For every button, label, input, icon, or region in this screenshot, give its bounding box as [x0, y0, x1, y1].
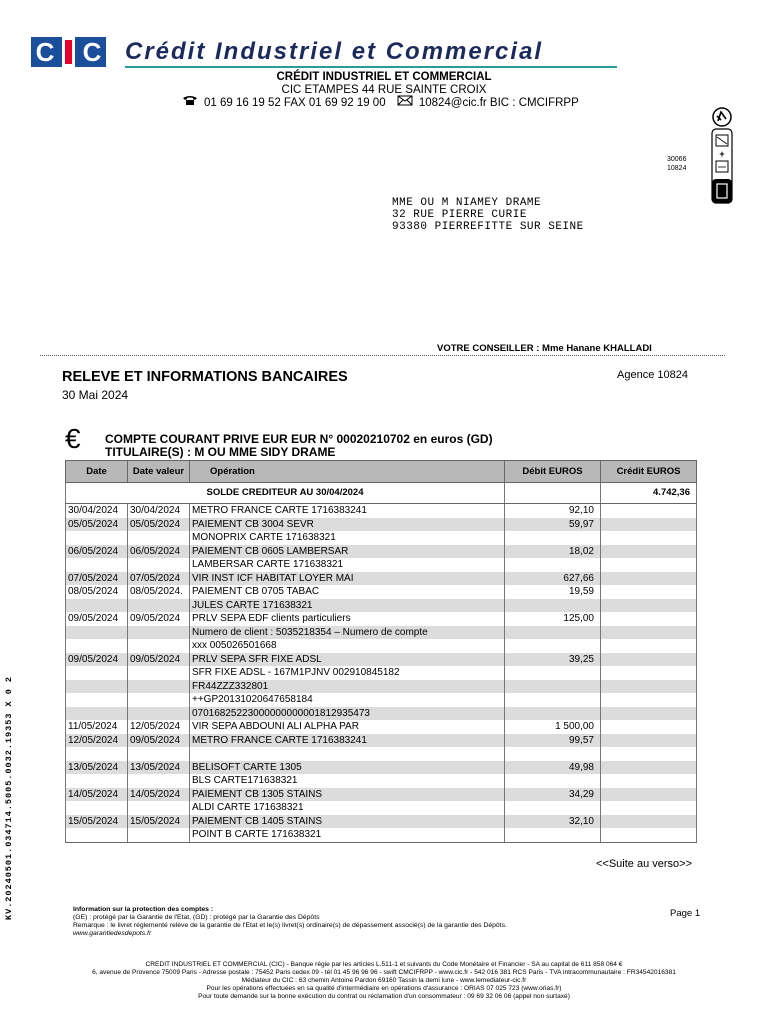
row-operation: SFR FIXE ADSL - 167M1PJNV 002910845182 [190, 666, 505, 680]
row-value-date [128, 774, 190, 788]
protection-line: Remarque : le livret réglementé relève de la garantie de l'Etat et le(s) livret(s) ordinaire(s) de dépassement associé(s) de la garantie des Dépôts. [73, 922, 507, 929]
row-operation: FR44ZZZ332801 [190, 680, 505, 694]
row-operation: METRO FRANCE CARTE 1716383241 [190, 504, 505, 518]
row-value-date: 07/05/2024 [128, 572, 190, 586]
row-operation: Numero de client : 5035218354 – Numero de compte [190, 626, 505, 640]
row-operation: PAIEMENT CB 0605 LAMBERSAR [190, 545, 505, 559]
col-header-debit: Débit EUROS [505, 461, 601, 483]
opening-balance-debit [505, 483, 601, 504]
footer-line: CREDIT INDUSTRIEL ET COMMERCIAL (CIC) - Banque régie par les articles L.511-1 et suivants du Code Monétaire et Financier - SA au capital de 611 858 064 € [145, 961, 623, 968]
row-value-date: 09/05/2024 [128, 734, 190, 748]
row-operation: PAIEMENT CB 1305 STAINS [190, 788, 505, 802]
table-row [66, 639, 697, 653]
bank-wordmark: Crédit Industriel et Commercial [125, 38, 544, 65]
row-value-date [128, 707, 190, 721]
row-date: 15/05/2024 [66, 815, 128, 829]
table-header-row [66, 461, 697, 483]
row-value-date [128, 626, 190, 640]
fax-mail-icon [397, 95, 413, 106]
row-value-date [128, 747, 190, 761]
table-row [66, 761, 697, 775]
svg-text:+: + [719, 149, 725, 159]
row-debit [505, 693, 601, 707]
table-row [66, 734, 697, 748]
row-value-date: 14/05/2024 [128, 788, 190, 802]
row-value-date: 09/05/2024 [128, 612, 190, 626]
account-holders: TITULAIRE(S) : M OU MME SIDY DRAME [105, 445, 336, 459]
row-debit: 18,02 [505, 545, 601, 559]
logo-bar [62, 37, 75, 67]
row-date: 30/04/2024 [66, 504, 128, 518]
row-date [66, 747, 128, 761]
row-value-date [128, 828, 190, 842]
bank-name: CRÉDIT INDUSTRIEL ET COMMERCIAL [276, 71, 492, 83]
logo-letter-right: C [82, 37, 102, 67]
contact-line [182, 95, 579, 109]
row-operation [190, 747, 505, 761]
header-rule [125, 66, 617, 68]
cic-logo [31, 37, 106, 67]
row-credit [601, 828, 697, 842]
table-row [66, 788, 697, 802]
row-credit [601, 761, 697, 775]
row-date: 07/05/2024 [66, 572, 128, 586]
row-operation: BELISOFT CARTE 1305 [190, 761, 505, 775]
row-credit [601, 504, 697, 518]
row-debit [505, 639, 601, 653]
col-header-value-date: Date valeur [128, 461, 190, 483]
row-credit [601, 788, 697, 802]
row-credit [601, 626, 697, 640]
account-title: COMPTE COURANT PRIVE EUR EUR N° 00020210702 en euros (GD) [105, 432, 493, 446]
table-row [66, 572, 697, 586]
row-date [66, 666, 128, 680]
table-row [66, 680, 697, 694]
row-credit [601, 572, 697, 586]
row-debit: 49,98 [505, 761, 601, 775]
row-operation: VIR INST ICF HABITAT LOYER MAI [190, 572, 505, 586]
page-number: Page 1 [670, 908, 701, 919]
row-operation: MONOPRIX CARTE 171638321 [190, 531, 505, 545]
row-credit [601, 801, 697, 815]
row-date: 12/05/2024 [66, 734, 128, 748]
row-operation: JULES CARTE 171638321 [190, 599, 505, 613]
row-debit [505, 531, 601, 545]
euro-icon: € [65, 423, 81, 454]
row-value-date [128, 666, 190, 680]
table-row [66, 653, 697, 667]
row-debit [505, 747, 601, 761]
table-row [66, 707, 697, 721]
bank-branch: CIC ETAMPES 44 RUE SAINTE CROIX [281, 84, 487, 96]
row-value-date: 30/04/2024 [128, 504, 190, 518]
row-date [66, 774, 128, 788]
table-row [66, 545, 697, 559]
row-credit [601, 558, 697, 572]
deposit-protection-info [73, 906, 507, 938]
row-date [66, 828, 128, 842]
table-row [66, 693, 697, 707]
dotted-divider [40, 355, 725, 356]
row-operation: PRLV SEPA EDF clients particuliers [190, 612, 505, 626]
row-operation: PAIEMENT CB 0705 TABAC [190, 585, 505, 599]
row-date [66, 639, 128, 653]
document-date: 30 Mai 2024 [62, 388, 129, 402]
recycling-pictogram [709, 107, 735, 205]
row-debit [505, 666, 601, 680]
table-row [66, 774, 697, 788]
row-date [66, 693, 128, 707]
footer-line: 6, avenue de Provence 75009 Paris - Adresse postale : 75452 Paris cedex 09 - tél 01 45 96 96 96 - swift CMCIFRPP - www.cic.fr - 542 016 381 RCS Paris - TVA intracommunautaire : FR34542016381 [92, 969, 676, 976]
address-line: 32 RUE PIERRE CURIE [392, 209, 527, 221]
row-operation: PAIEMENT CB 3004 SEVR [190, 518, 505, 532]
row-value-date [128, 801, 190, 815]
row-credit [601, 666, 697, 680]
agency-label: Agence 10824 [617, 369, 688, 381]
row-operation: PRLV SEPA SFR FIXE ADSL [190, 653, 505, 667]
row-credit [601, 720, 697, 734]
row-debit [505, 707, 601, 721]
row-debit [505, 774, 601, 788]
row-date: 14/05/2024 [66, 788, 128, 802]
phone-icon [182, 95, 198, 106]
row-operation: METRO FRANCE CARTE 1716383241 [190, 734, 505, 748]
table-row [66, 828, 697, 842]
row-debit [505, 801, 601, 815]
row-date: 09/05/2024 [66, 653, 128, 667]
row-credit [601, 680, 697, 694]
row-debit: 34,29 [505, 788, 601, 802]
protection-link: www.garantiedesdepots.fr [73, 930, 152, 937]
document-title: RELEVE ET INFORMATIONS BANCAIRES [62, 369, 348, 385]
row-value-date: 09/05/2024 [128, 653, 190, 667]
logo-letter-left: C [35, 37, 55, 67]
row-date: 05/05/2024 [66, 518, 128, 532]
table-row [66, 612, 697, 626]
row-operation: ++GP20131020647658184 [190, 693, 505, 707]
table-row [66, 504, 697, 518]
row-operation: 07016825223000000000001812935473 [190, 707, 505, 721]
table-row [66, 801, 697, 815]
footer-line: Médiateur du CIC : 63 chemin Antoine Pardon 69160 Tassin la demi lune - www.lemediateur-cic.fr [241, 977, 527, 984]
table-row [66, 531, 697, 545]
row-debit: 99,57 [505, 734, 601, 748]
row-date [66, 531, 128, 545]
row-credit [601, 599, 697, 613]
panel-codes [667, 155, 686, 173]
table-row [66, 558, 697, 572]
row-debit: 1 500,00 [505, 720, 601, 734]
row-operation: ALDI CARTE 171638321 [190, 801, 505, 815]
row-credit [601, 707, 697, 721]
row-date: 13/05/2024 [66, 761, 128, 775]
footer-line: Pour les opérations effectuées en sa qualité d'intermédiaire en opérations d'assurance : ORIAS 07 025 723 (www.orias.fr) [206, 985, 562, 992]
row-value-date [128, 693, 190, 707]
row-value-date: 08/05/2024. [128, 585, 190, 599]
table-row [66, 720, 697, 734]
row-value-date: 12/05/2024 [128, 720, 190, 734]
row-operation: xxx 005026501668 [190, 639, 505, 653]
row-debit: 32,10 [505, 815, 601, 829]
row-value-date: 13/05/2024 [128, 761, 190, 775]
row-date [66, 707, 128, 721]
row-value-date [128, 531, 190, 545]
phone-fax: 01 69 16 19 52 FAX 01 69 92 19 00 [204, 96, 386, 109]
row-debit: 59,97 [505, 518, 601, 532]
row-date: 08/05/2024 [66, 585, 128, 599]
address-line: 93380 PIERREFITTE SUR SEINE [392, 221, 584, 233]
advisor-line: VOTRE CONSEILLER : Mme Hanane KHALLADI [437, 343, 652, 354]
row-credit [601, 518, 697, 532]
col-header-credit: Crédit EUROS [601, 461, 697, 483]
row-debit [505, 828, 601, 842]
table-row [66, 585, 697, 599]
protection-title: Information sur la protection des comptes : [73, 906, 214, 913]
table-row [66, 626, 697, 640]
table-row [66, 747, 697, 761]
row-operation: PAIEMENT CB 1405 STAINS [190, 815, 505, 829]
transactions-table [65, 460, 697, 843]
row-value-date: 15/05/2024 [128, 815, 190, 829]
row-credit [601, 747, 697, 761]
row-date: 11/05/2024 [66, 720, 128, 734]
row-date [66, 599, 128, 613]
email-bic: 10824@cic.fr BIC : CMCIFRPP [418, 96, 579, 109]
row-credit [601, 545, 697, 559]
row-debit [505, 680, 601, 694]
opening-balance-row [66, 483, 697, 504]
row-debit: 39,25 [505, 653, 601, 667]
row-credit [601, 815, 697, 829]
row-value-date [128, 680, 190, 694]
row-credit [601, 693, 697, 707]
row-debit: 92,10 [505, 504, 601, 518]
row-operation: LAMBERSAR CARTE 171638321 [190, 558, 505, 572]
row-date [66, 801, 128, 815]
row-credit [601, 639, 697, 653]
table-row [66, 815, 697, 829]
row-value-date [128, 639, 190, 653]
col-header-operation: Opération [190, 461, 505, 483]
row-debit [505, 558, 601, 572]
panel-code: 10824 [667, 165, 687, 172]
row-credit [601, 531, 697, 545]
col-header-date: Date [66, 461, 128, 483]
opening-balance-credit: 4.742,36 [601, 483, 697, 504]
panel-code: 30066 [667, 156, 687, 163]
row-credit [601, 585, 697, 599]
row-date: 06/05/2024 [66, 545, 128, 559]
row-value-date [128, 558, 190, 572]
table-row [66, 599, 697, 613]
row-value-date: 05/05/2024 [128, 518, 190, 532]
transaction-rows [66, 504, 697, 843]
continued-overleaf: <<Suite au verso>> [596, 858, 693, 870]
opening-balance-label: SOLDE CREDITEUR AU 30/04/2024 [66, 483, 505, 504]
legal-footer [0, 961, 768, 1001]
row-date [66, 680, 128, 694]
margin-code: KV.20240501.034714.5005.0032.19353 X 0 2 [4, 675, 14, 920]
row-date [66, 626, 128, 640]
row-date [66, 558, 128, 572]
row-credit [601, 653, 697, 667]
row-operation: POINT B CARTE 171638321 [190, 828, 505, 842]
table-row [66, 518, 697, 532]
row-credit [601, 734, 697, 748]
row-debit: 627,66 [505, 572, 601, 586]
recipient-address [392, 197, 584, 233]
row-operation: VIR SEPA ABDOUNI ALI ALPHA PAR [190, 720, 505, 734]
row-date: 09/05/2024 [66, 612, 128, 626]
row-credit [601, 774, 697, 788]
row-debit: 19,59 [505, 585, 601, 599]
row-debit [505, 626, 601, 640]
footer-line: Pour toute demande sur la bonne exécution du contrat ou réclamation d'un consommateur : 09 69 32 06 06 (appel non surtaxé) [198, 993, 570, 1000]
row-credit [601, 612, 697, 626]
address-line: MME OU M NIAMEY DRAME [392, 197, 542, 209]
row-debit [505, 599, 601, 613]
row-debit: 125,00 [505, 612, 601, 626]
row-operation: BLS CARTE171638321 [190, 774, 505, 788]
protection-line: (GE) : protégé par la Garantie de l'Etat, (GD) : protégé par la Garantie des Dépôts [73, 914, 320, 921]
row-value-date [128, 599, 190, 613]
row-value-date: 06/05/2024 [128, 545, 190, 559]
table-row [66, 666, 697, 680]
